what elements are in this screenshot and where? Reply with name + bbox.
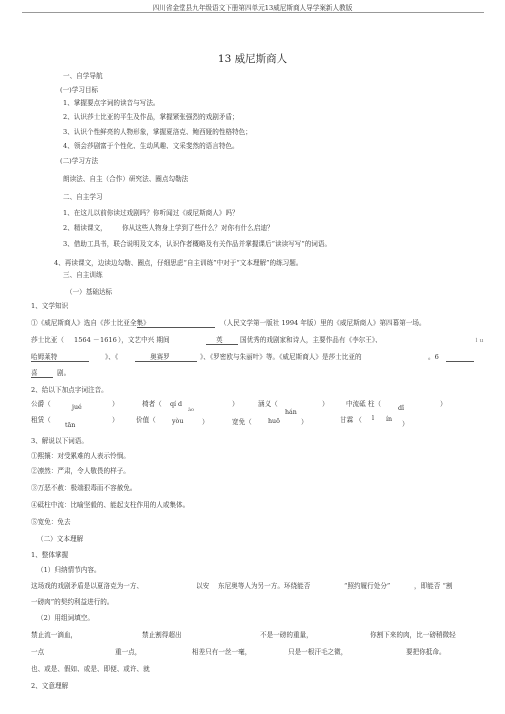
blank-underline — [206, 344, 238, 345]
question-1: 1、在这儿以前你读过戏剧吗？你听闻过《威尼斯商人》吗？ — [63, 209, 239, 217]
fill-line-1c: 不是一磅的重量， — [260, 631, 313, 639]
lesson-title: 13 威尼斯商人 — [217, 53, 288, 65]
word-duke: 公爵（ — [31, 400, 51, 408]
literature-line-2e: 国优秀的戏剧家和诗人，主要作品有《李尔王》、 — [240, 336, 382, 344]
birth-year: 1564 — [74, 336, 91, 344]
word-chair: 椅者（ — [142, 400, 162, 408]
definition-4: ④砥柱中流：比喻坚毅的、能起支柱作用的人或集体。 — [31, 501, 190, 509]
pinyin-rain-a: l — [372, 415, 375, 422]
pinyin-rain-b: ín — [386, 416, 393, 423]
question-3: 3、借助工具书，联合说明及文本，认识作者概略及有关作品并掌握课后“读读写写”的词语。 — [63, 240, 332, 248]
literature-line-1b: （人民文学第一版社 1994 年版）里的《威尼斯商人》第四幕第一场。 — [220, 319, 426, 327]
subsection-methods-heading: (二)学习方法 — [60, 157, 99, 165]
definition-1: ①熙攘：对受累难的人表示怜悯。 — [31, 452, 130, 460]
pinyin-duke: jué — [72, 404, 82, 411]
fill-line-1a: 禁止流一滴血， — [31, 631, 78, 639]
word-rain: 甘霖 （ — [340, 416, 362, 424]
year-dash: － — [93, 336, 100, 344]
pronunciation-heading: 2、给以下加点字词注音。 — [31, 386, 108, 394]
word-meaning: 涵义（ — [258, 400, 278, 408]
header-rule — [22, 12, 484, 13]
word-exempt: 宽免（ — [232, 418, 252, 426]
fill-line-2a: 一点 — [31, 648, 45, 656]
word-bank: 也、或是、假如、或是、即便、或许、就 — [31, 665, 150, 673]
question-2-part-a: 2、精读课文， — [63, 224, 107, 232]
literature-line-3e: 。6 — [428, 353, 439, 361]
literature-knowledge-heading: 1、文学知识 — [31, 302, 69, 310]
pinyin-mainstay: dǐ — [398, 405, 405, 412]
paren-close: ） — [232, 400, 239, 408]
question-2-part-b: 你从这些人物身上学到了些什么？对你有什么启迪？ — [122, 224, 274, 232]
paren-close: ） — [440, 400, 447, 408]
section-3-heading: 三、自主训练 — [63, 271, 103, 279]
fill-blank-prompt: （2）用组词填空。 — [37, 614, 94, 622]
death-year: 1616 — [100, 336, 117, 344]
plot-line-1c: 东尼奥等人为另一方。环绕能否 — [218, 582, 311, 590]
blank-underline — [135, 361, 197, 362]
word-value: 价值（ — [136, 416, 156, 424]
fill-line-1d: 你割下来的肉，比一磅稍微轻 — [370, 631, 456, 639]
word-lease: 租赁（ — [31, 416, 51, 424]
blank-underline — [446, 361, 474, 362]
paren-close: ） — [112, 400, 119, 408]
blank-underline — [137, 327, 215, 328]
literature-line-1a: ①《威尼斯商人》选自《莎士比亚全集》 — [31, 319, 150, 327]
pinyin-lease: tān — [65, 422, 76, 429]
pinyin-value: yòu — [172, 418, 184, 425]
paren-close: ） — [112, 416, 119, 424]
country-answer: 英 — [216, 336, 223, 344]
plot-line-1a: 这场戏的戏剧矛盾是以夏洛克为一方、 — [31, 582, 144, 590]
blank-underline — [31, 361, 89, 362]
comprehension-heading: 2、文意理解 — [31, 682, 69, 690]
goal-2: 2、认识莎士比亚的平生及作品，掌握紧张强烈的戏剧矛盾； — [63, 113, 239, 121]
goal-1: 1、掌握要点字词的读音与写法。 — [63, 99, 160, 107]
literature-line-2b: ），文艺中兴 期间 — [118, 336, 170, 344]
paren-close: ） — [402, 420, 409, 428]
definition-3: ③万恶不赦：极端狠毒而不容赦免。 — [31, 484, 137, 492]
literature-line-3g: 剧。 — [57, 369, 71, 377]
scan-mark: ào — [188, 407, 194, 413]
page-header: 四川省金堂县九年级语文下册第四单元13威尼斯商人导学案新人教版 — [152, 4, 353, 12]
pinyin-meaning: hán — [285, 409, 297, 416]
goal-3: 3、认识个性鲜亮的人物形象，掌握夏洛克、鲍西娅的性格特色； — [63, 128, 252, 136]
paren-close: ） — [301, 418, 308, 426]
definitions-heading: 3、解说以下词语。 — [31, 437, 88, 445]
pinyin-chair: qí d — [170, 401, 183, 408]
blank-underline — [31, 377, 53, 378]
overall-grasp-heading: 1、整体掌握 — [31, 551, 69, 559]
subsection-goals-heading: (一)学习目标 — [60, 86, 99, 94]
subsection-basics-heading: （一）基础达标 — [66, 288, 113, 296]
comedy-answer: 喜 — [31, 369, 38, 377]
literature-line-2a: 莎士比亚（ — [31, 336, 64, 344]
fill-line-2b: 重一点， — [115, 648, 142, 656]
definition-2: ②凛然：严肃，令人敬畏的样子。 — [31, 467, 130, 475]
word-mainstay: 中流砥 柱（ — [346, 400, 382, 408]
fill-line-2d: 只是一根汗毛之微， — [288, 648, 348, 656]
subsection-text-heading: （二）文本理解 — [37, 535, 84, 543]
question-4: 4、再读课文，边读边勾勒、圈点，仔细思虑“自主训练”中对于“文本理解”的练习题。 — [54, 259, 303, 267]
section-2-heading: 二、自主学习 — [63, 193, 103, 201]
plot-summary-prompt: （1）归纳情节内容。 — [37, 566, 101, 574]
literature-line-3b: 》、《 — [105, 353, 119, 361]
fill-line-2e: 要把你抵命。 — [406, 648, 446, 656]
definition-5: ⑤宽免：免去 — [31, 518, 71, 526]
fill-line-1b: 禁止割得超出 — [142, 631, 182, 639]
literature-line-3d: 》、《罗密欧与朱丽叶》等。《威尼斯商人》是莎士比亚的 — [200, 353, 362, 361]
scan-mark: ｌｕ — [474, 338, 485, 344]
methods-text: 朗读法、自主（合作）研究法、圈点勾勒法 — [63, 175, 189, 183]
paren-close: ） — [202, 418, 209, 426]
section-1-heading: 一、自学导航 — [63, 72, 103, 80]
plot-line-1d: “照约履行处分” — [344, 582, 391, 590]
plot-line-2: 一磅肉”的契约利益进行的。 — [31, 598, 114, 606]
hamlet-answer: 哈姆莱特 — [31, 353, 58, 361]
fill-line-2c: 相差只有一丝一毫， — [192, 648, 252, 656]
paren-close: ） — [322, 400, 329, 408]
plot-line-1e: ，即能否 “割 — [414, 582, 453, 590]
plot-line-1b: 以安 — [196, 582, 210, 590]
goal-4: 4、领会莎剧富于个性化、生动风趣、文采斐然的语言特色。 — [63, 142, 239, 150]
othello-answer: 奥赛罗 — [150, 353, 170, 361]
pinyin-exempt: huō — [268, 418, 280, 425]
